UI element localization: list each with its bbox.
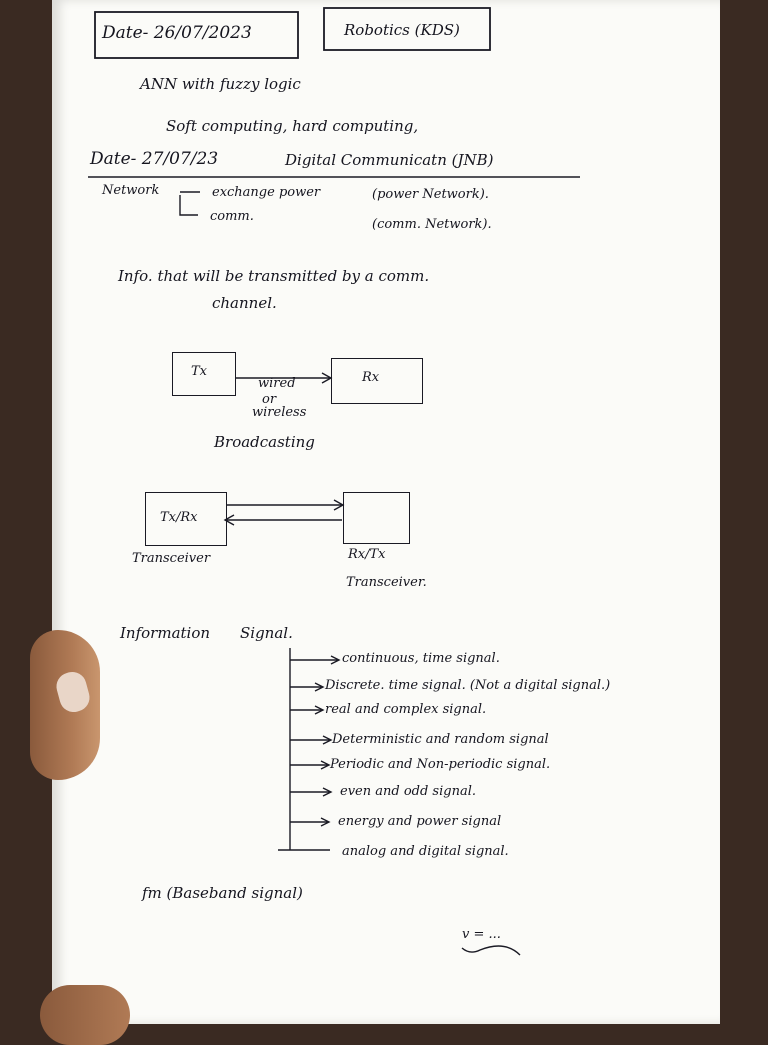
fm-baseband-note: fm (Baseband signal) <box>142 884 303 902</box>
network-label: Network <box>102 183 160 198</box>
broadcasting-caption: Broadcasting <box>214 433 315 451</box>
signal-item: analog and digital signal. <box>342 844 509 859</box>
transceiver-left-box <box>145 492 227 546</box>
subject-heading-1: Robotics (KDS) <box>344 21 460 39</box>
network-branch-exchange-note: (power Network). <box>372 187 489 202</box>
subject-heading-2: Digital Communicatn (JNB) <box>285 151 494 169</box>
info-line-2: channel. <box>212 294 277 312</box>
information-heading: Information <box>120 624 211 642</box>
date-heading-2: Date- 27/07/23 <box>90 149 219 169</box>
signal-item: Discrete. time signal. (Not a digital signal.) <box>325 678 611 693</box>
signal-item: continuous, time signal. <box>342 651 500 666</box>
tx-box <box>172 352 236 396</box>
signal-item: real and complex signal. <box>325 702 487 717</box>
transceiver-left-label: Tx/Rx <box>160 510 198 525</box>
signal-item: even and odd signal. <box>340 784 476 799</box>
rx-box <box>331 358 423 404</box>
transceiver-left-caption: Transceiver <box>132 551 211 566</box>
info-line-1: Info. that will be transmitted by a comm. <box>118 267 430 285</box>
network-branch-comm: comm. <box>210 209 254 224</box>
link-label-or: or <box>262 392 277 407</box>
network-branch-comm-note: (comm. Network). <box>372 217 492 232</box>
date-heading-1: Date- 26/07/2023 <box>102 23 252 43</box>
notes-line-ann: ANN with fuzzy logic <box>140 75 301 93</box>
signal-item: Deterministic and random signal <box>332 732 549 747</box>
notes-line-computing: Soft computing, hard computing, <box>166 117 419 135</box>
transceiver-right-label: Rx/Tx <box>348 547 386 562</box>
transceiver-right-box <box>343 492 410 544</box>
finger-bottom <box>40 985 130 1045</box>
link-label-wireless: wireless <box>252 405 307 420</box>
link-label-wired: wired <box>258 376 296 391</box>
tx-label: Tx <box>191 364 208 379</box>
rx-label: Rx <box>362 370 380 385</box>
transceiver-right-caption: Transceiver. <box>346 575 427 590</box>
formula-note: v = ... <box>462 927 501 942</box>
signal-item: energy and power signal <box>338 814 502 829</box>
signal-arrow-label: Signal. <box>240 624 293 642</box>
signal-item: Periodic and Non-periodic signal. <box>330 757 551 772</box>
network-branch-exchange: exchange power <box>212 185 321 200</box>
